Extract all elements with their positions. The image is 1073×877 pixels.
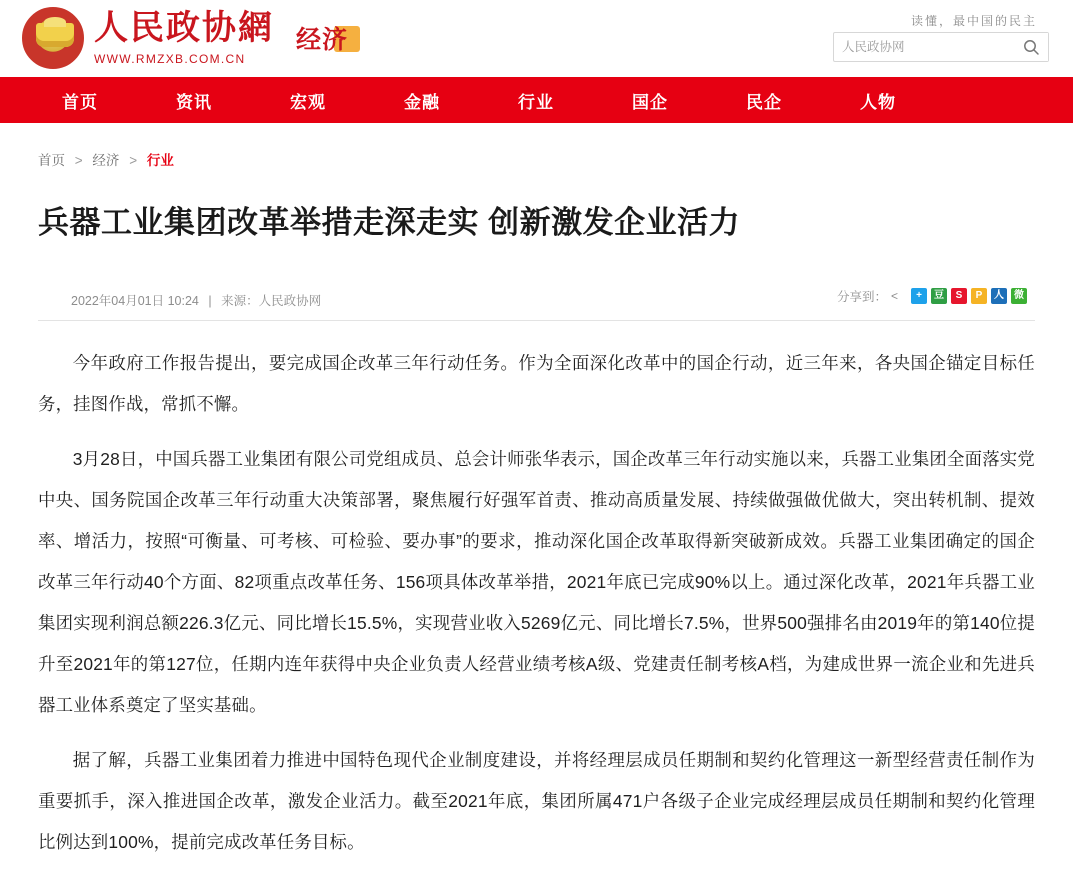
- breadcrumb-separator-1: >: [74, 153, 83, 168]
- breadcrumb-item-industry[interactable]: 行业: [146, 153, 174, 168]
- logo-text-block: [94, 8, 274, 66]
- site-header: [0, 0, 1073, 77]
- section-tag-label: 经济: [296, 26, 349, 54]
- share-qzone-icon[interactable]: P: [971, 288, 987, 304]
- search-input[interactable]: [834, 33, 1014, 61]
- share-plus-icon[interactable]: +: [911, 288, 927, 304]
- national-emblem-icon: [22, 7, 84, 69]
- section-tag: [290, 20, 348, 56]
- share-label: 分享到：: [836, 290, 887, 305]
- breadcrumb-separator-2: >: [129, 153, 138, 168]
- article-meta-text: [71, 291, 321, 309]
- site-title: 人民政协網: [94, 8, 274, 48]
- main-nav: [0, 77, 1073, 123]
- search-button[interactable]: [1014, 33, 1048, 61]
- site-logo[interactable]: [22, 7, 348, 69]
- share-sina-weibo-icon[interactable]: S: [951, 288, 967, 304]
- page-title: 兵器工业集团改革举措走深走实 创新激发企业活力: [38, 205, 741, 240]
- article-paragraph-2: 据了解，兵器工业集团着力推进中国特色现代企业制度建设，并将经理层成员任期制和契约化管理这一新型经营责任制作为重要抓手，深入推进国企改革，激发企业活力。截至2021年底，集团所属471户各级子企业完成经理层成员任期制和契约化管理比例达到100%，提前完成改革任务目标。: [38, 750, 1035, 853]
- share-douban-icon[interactable]: 豆: [931, 288, 947, 304]
- nav-item-2[interactable]: 宏观: [290, 92, 326, 112]
- article-body: [38, 343, 1035, 863]
- site-slogan: 读懂，最中国的民主: [910, 14, 1037, 28]
- nav-item-7[interactable]: 人物: [860, 92, 896, 112]
- search-bar[interactable]: [833, 32, 1049, 62]
- nav-item-0[interactable]: 首页: [62, 92, 98, 112]
- share-bar: [837, 287, 1027, 305]
- article-paragraph-0: 今年政府工作报告提出，要完成国企改革三年行动任务。作为全面深化改革中的国企行动，近三年来，各央国企锚定目标任务，挂图作战，常抓不懈。: [38, 353, 1035, 415]
- search-icon: [1022, 38, 1040, 56]
- meta-divider: |: [208, 294, 212, 309]
- article-paragraph-1: 3月28日，中国兵器工业集团有限公司党组成员、总会计师张华表示，国企改革三年行动实施以来，兵器工业集团全面落实党中央、国务院国企改革三年行动重大决策部署，聚焦履行好强军首责、推动高质量发展、持续做强做优做大，突出转机制、提效率、增活力，按照“可衡量、可考核、可检验、要办事”的要求，推动深化国企改革取得新突破新成效。兵器工业集团确定的国企改革三年行动40个方面、82项重点改革任务、156项具体改革举措，2021年底已完成90%以上。通过深化改革，2021年兵器工业集团实现利润总额226.3亿元、同比增长15.5%，实现营业收入5269亿元、同比增长7.5%，世界500强排名由2019年的第140位提升至2021年的第127位，任期内连年获得中央企业负责人经营业绩考核A级、党建责任制考核A档，为建成世界一流企业和先进兵器工业体系奠定了坚实基础。: [38, 449, 1035, 716]
- nav-item-6[interactable]: 民企: [746, 92, 782, 112]
- breadcrumb-item-home[interactable]: 首页: [38, 153, 65, 168]
- breadcrumb-item-economy[interactable]: 经济: [92, 153, 120, 168]
- nav-item-4[interactable]: 行业: [518, 92, 554, 112]
- nav-item-3[interactable]: 金融: [404, 92, 440, 112]
- share-more-icon[interactable]: <: [891, 289, 899, 304]
- article-meta: [38, 287, 1035, 321]
- nav-item-1[interactable]: 资讯: [176, 92, 212, 112]
- share-wechat-icon[interactable]: 微: [1011, 288, 1027, 304]
- article-date: 2022年04月01日 10:24: [71, 294, 199, 309]
- share-renren-icon[interactable]: 人: [991, 288, 1007, 304]
- site-url: WWW.RMZXB.COM.CN: [94, 52, 246, 66]
- nav-item-5[interactable]: 国企: [632, 92, 668, 112]
- page-content: [0, 149, 1073, 863]
- breadcrumb: [26, 149, 1047, 169]
- article-source: 来源：人民政协网: [221, 294, 322, 309]
